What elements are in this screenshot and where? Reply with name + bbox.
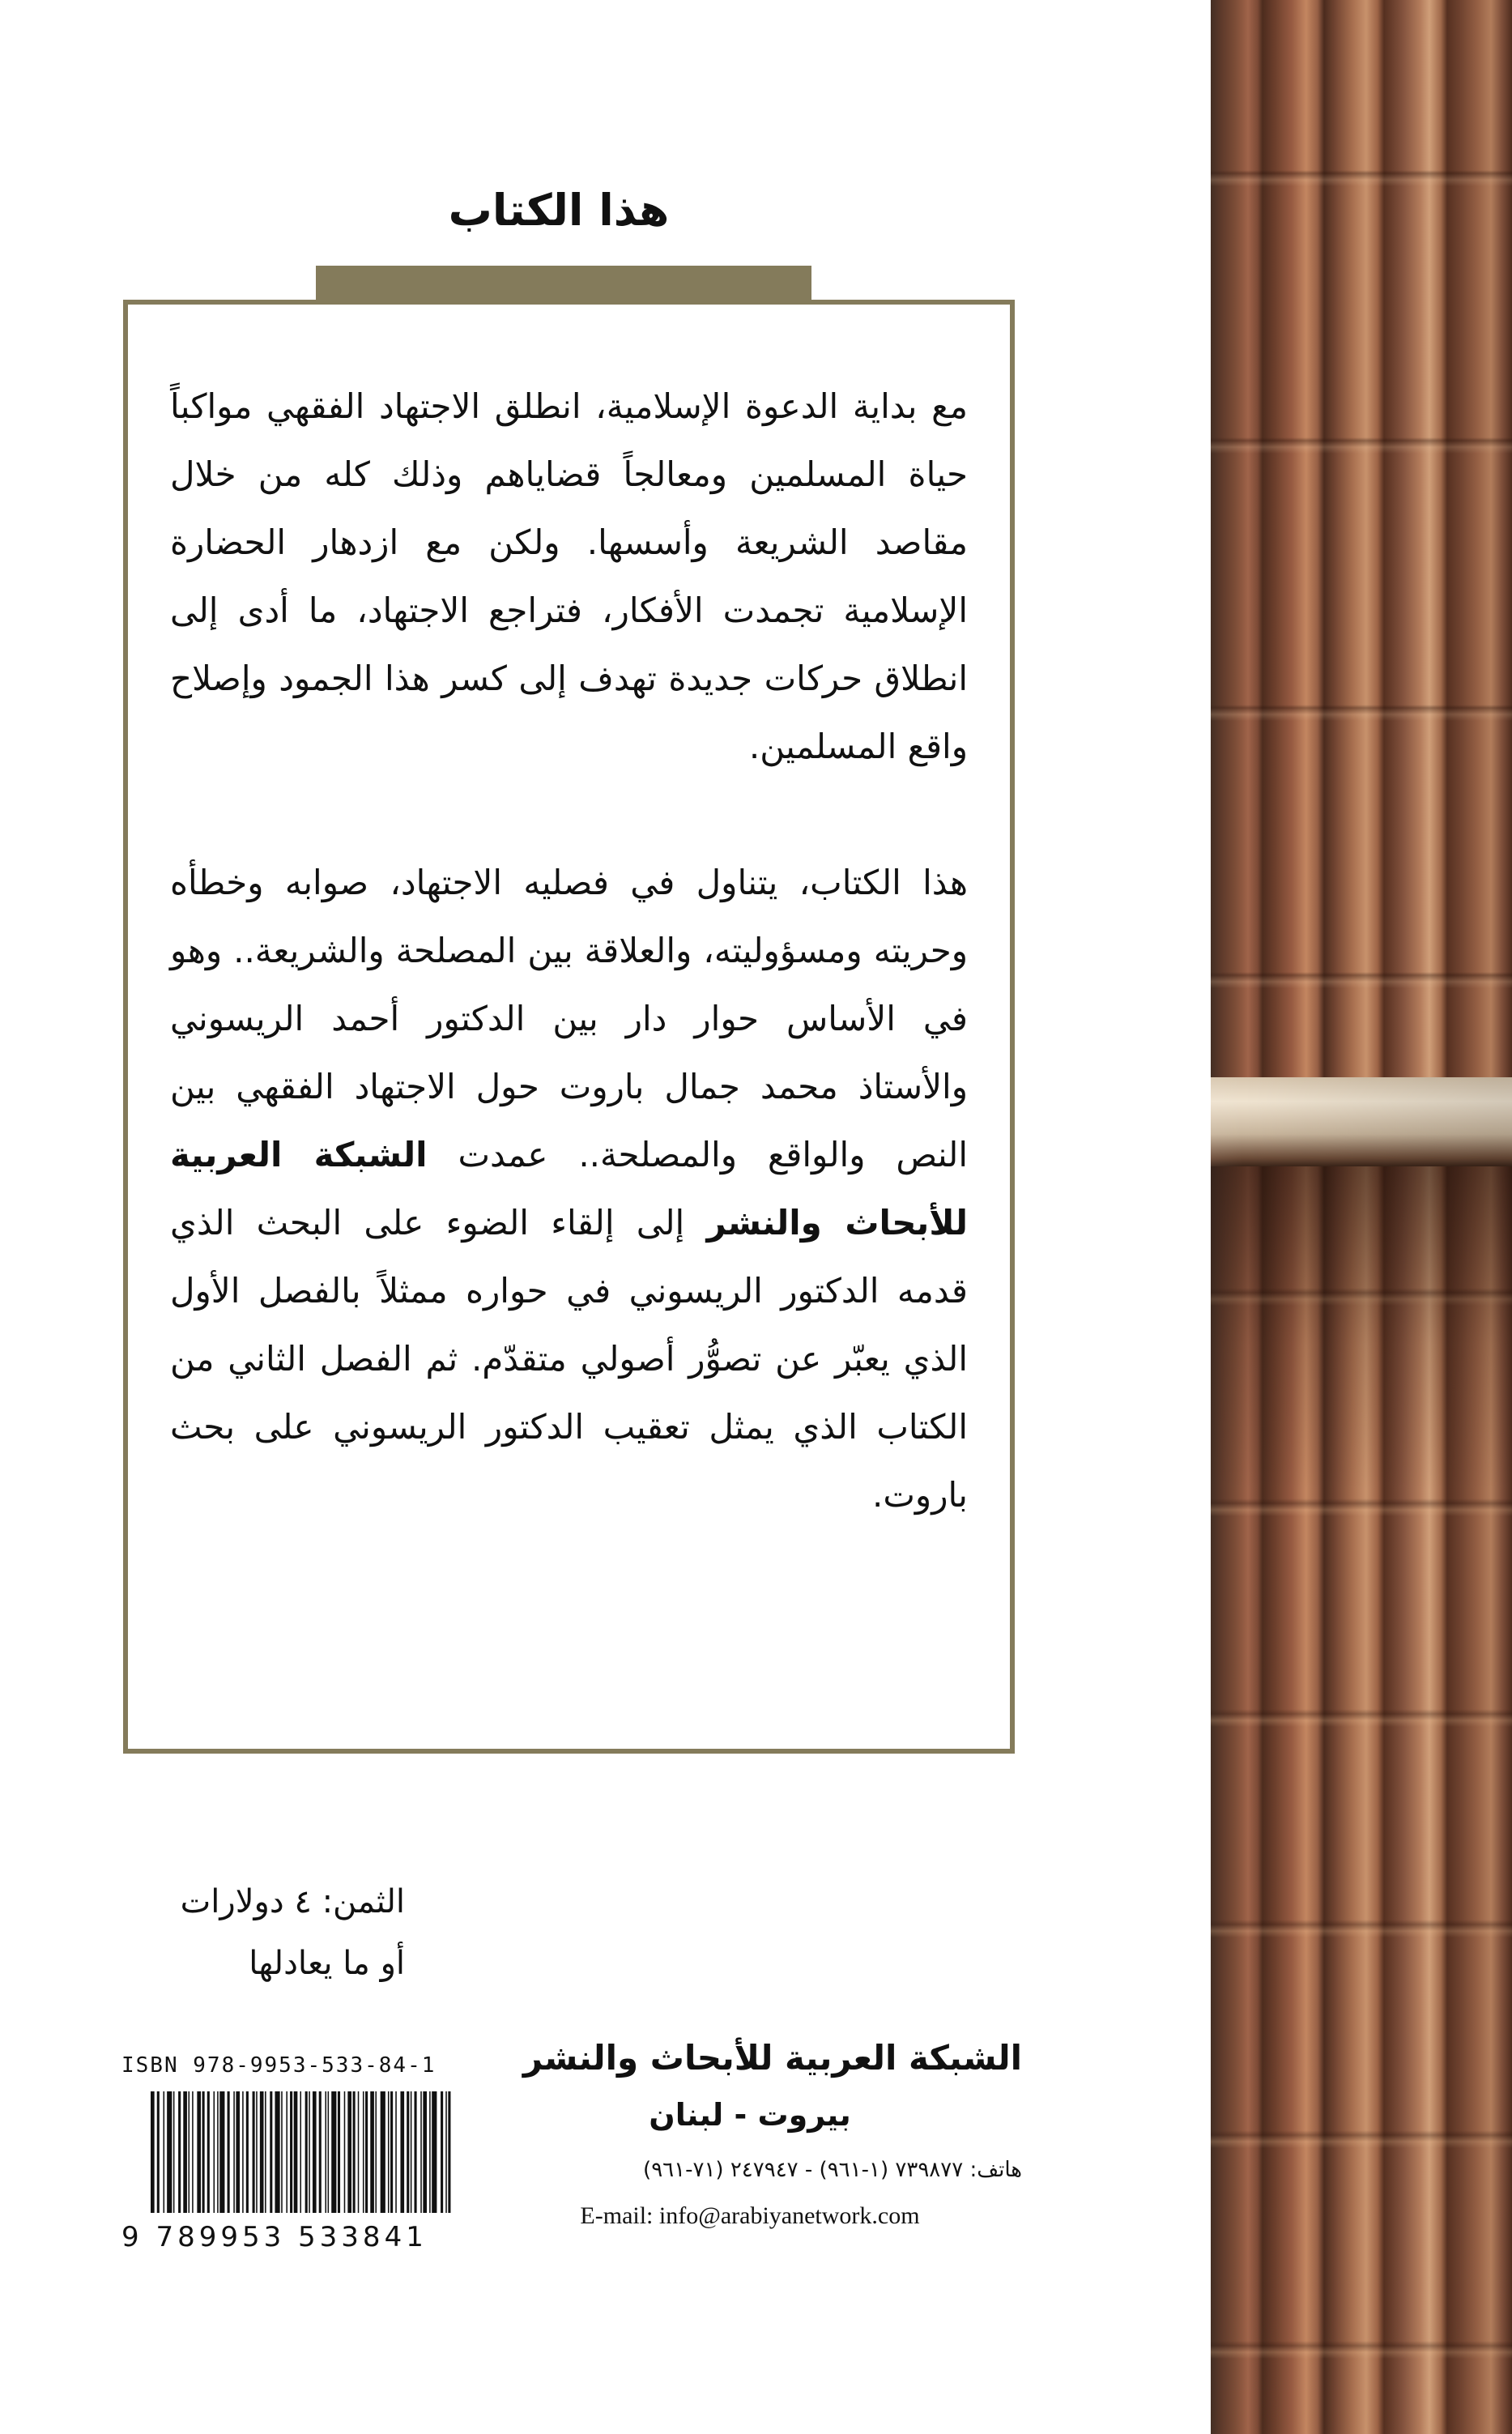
barcode-bar bbox=[236, 2091, 240, 2213]
barcode-bar bbox=[407, 2091, 409, 2213]
description-frame bbox=[123, 300, 1015, 1754]
barcode-bar bbox=[275, 2091, 279, 2213]
barcode-bar bbox=[441, 2091, 443, 2213]
barcode-bar bbox=[192, 2091, 194, 2213]
barcode-bar bbox=[178, 2091, 181, 2213]
barcode-bar bbox=[260, 2091, 264, 2213]
barcode-bar bbox=[305, 2091, 308, 2213]
barcode-digits: 9 789953 533841 bbox=[121, 2221, 428, 2253]
title-underline-bar bbox=[316, 266, 811, 300]
publisher-email: E-mail: info@arabiyanetwork.com bbox=[580, 2202, 920, 2229]
barcode-bar bbox=[151, 2091, 155, 2213]
barcode-bar bbox=[381, 2091, 385, 2213]
barcode-bar bbox=[219, 2091, 224, 2213]
barcode-bar bbox=[415, 2091, 417, 2213]
barcode-bar bbox=[423, 2091, 427, 2213]
paragraph-2-end: إلى إلقاء الضوء على البحث الذي قدمه الدكتور الريسوني في حواره ممثلاً بالفصل الأول الذي يعبّر عن تصوُّر أصولي متقدّم. ثم الفصل الثاني من الكتاب الذي يمثل تعقيب الدكتور الريسوني على بحث باروت. bbox=[170, 1203, 968, 1515]
barcode-bar bbox=[432, 2091, 437, 2213]
barcode-bar bbox=[228, 2091, 230, 2213]
paragraph-2 bbox=[170, 849, 968, 1529]
barcode-bar bbox=[313, 2091, 317, 2213]
barcode-bar bbox=[253, 2091, 255, 2213]
barcode-bar bbox=[319, 2091, 322, 2213]
barcode-bar bbox=[363, 2091, 364, 2213]
publisher-info bbox=[478, 2031, 1022, 2237]
publisher-city: بيروت - لبنان bbox=[649, 2097, 851, 2133]
barcode-bar bbox=[331, 2091, 336, 2213]
barcode-bar bbox=[358, 2091, 360, 2213]
barcode-bar bbox=[420, 2091, 422, 2213]
barcode-bar bbox=[370, 2091, 374, 2213]
barcode-bar bbox=[286, 2091, 287, 2213]
publisher-name: الشبكة العربية للأبحاث والنشر bbox=[522, 2038, 1022, 2078]
barcode-bar bbox=[344, 2091, 346, 2213]
price-line: الثمن: ٤ دولارات bbox=[180, 1883, 405, 1920]
barcode-bar bbox=[233, 2091, 235, 2213]
barcode-bar bbox=[429, 2091, 431, 2213]
barcode-bar bbox=[294, 2091, 298, 2213]
barcode-bar bbox=[365, 2091, 368, 2213]
barcode-bar bbox=[400, 2091, 404, 2213]
barcode-bar bbox=[256, 2091, 258, 2213]
barcode-bar bbox=[353, 2091, 356, 2213]
page-title: هذا الكتاب bbox=[448, 185, 670, 236]
barcode-bar bbox=[265, 2091, 266, 2213]
barcode-bar bbox=[281, 2091, 283, 2213]
barcode-bar bbox=[395, 2091, 397, 2213]
barcode-icon bbox=[151, 2091, 452, 2213]
barcode-bar bbox=[173, 2091, 175, 2213]
publisher-name-inline: الشبكة العربية للأبحاث والنشر bbox=[170, 1135, 968, 1243]
isbn-block bbox=[121, 2049, 454, 2260]
barcode-bar bbox=[325, 2091, 326, 2213]
barcode-bar bbox=[202, 2091, 205, 2213]
barcode-bar bbox=[207, 2091, 210, 2213]
price-equivalent-line: أو ما يعادلها bbox=[249, 1945, 405, 1982]
barcode-bar bbox=[242, 2091, 244, 2213]
barcode-bar bbox=[197, 2091, 201, 2213]
barcode-bar bbox=[270, 2091, 272, 2213]
paragraph-1: مع بداية الدعوة الإسلامية، انطلق الاجتهاد الفقهي مواكباً حياة المسلمين ومعالجاً قضاياهم وذلك كله من خلال مقاصد الشريعة وأسسها. ولكن مع ازدهار الحضارة الإسلامية تجمدت الأفكار، فتراجع الاجتهاد، ما أدى إلى انطلاق حركات جديدة تهدف إلى كسر هذا الجمود وإصلاح واقع المسلمين. bbox=[170, 386, 968, 766]
barcode-bar bbox=[246, 2091, 249, 2213]
barcode-bar bbox=[347, 2091, 351, 2213]
barcode-bar bbox=[338, 2091, 340, 2213]
barcode-bar bbox=[448, 2091, 450, 2213]
barcode-bar bbox=[164, 2091, 165, 2213]
barcode-bar bbox=[328, 2091, 330, 2213]
price-block bbox=[121, 1871, 405, 1994]
paragraph-2-start: هذا الكتاب، يتناول في فصليه الاجتهاد، صوابه وخطأه وحريته ومسؤوليته، والعلاقة بين المصلحة والشريعة.. وهو في الأساس حوار دار بين الدكتور أحمد الريسوني والأستاذ محمد جمال باروت حول الاجتهاد الفقهي بين النص والواقع والمصلحة.. عمدت bbox=[170, 863, 968, 1174]
barcode-bar bbox=[388, 2091, 390, 2213]
photo-vignette bbox=[1211, 0, 1512, 2434]
barcode-bar bbox=[411, 2091, 412, 2213]
barcode-bar bbox=[167, 2091, 172, 2213]
barcode-bar bbox=[214, 2091, 215, 2213]
publisher-phone: هاتف: ٧٣٩٨٧٧ (١-٩٦١) - ٢٤٧٩٤٧ (٧١-٩٦١) bbox=[643, 2158, 1022, 2182]
barcode-bar bbox=[390, 2091, 393, 2213]
barcode-bar bbox=[290, 2091, 292, 2213]
barcode-bar bbox=[375, 2091, 377, 2213]
barcode-bar bbox=[189, 2091, 190, 2213]
isbn-label: ISBN 978-9953-533-84-1 bbox=[121, 2053, 437, 2078]
barcode-bar bbox=[183, 2091, 187, 2213]
barcode-bar bbox=[300, 2091, 301, 2213]
barcode-bar bbox=[217, 2091, 219, 2213]
book-spines-photo bbox=[1211, 0, 1512, 2434]
barcode-bar bbox=[309, 2091, 310, 2213]
barcode-bar bbox=[157, 2091, 160, 2213]
description-text bbox=[170, 373, 968, 1529]
barcode-bar bbox=[445, 2091, 447, 2213]
